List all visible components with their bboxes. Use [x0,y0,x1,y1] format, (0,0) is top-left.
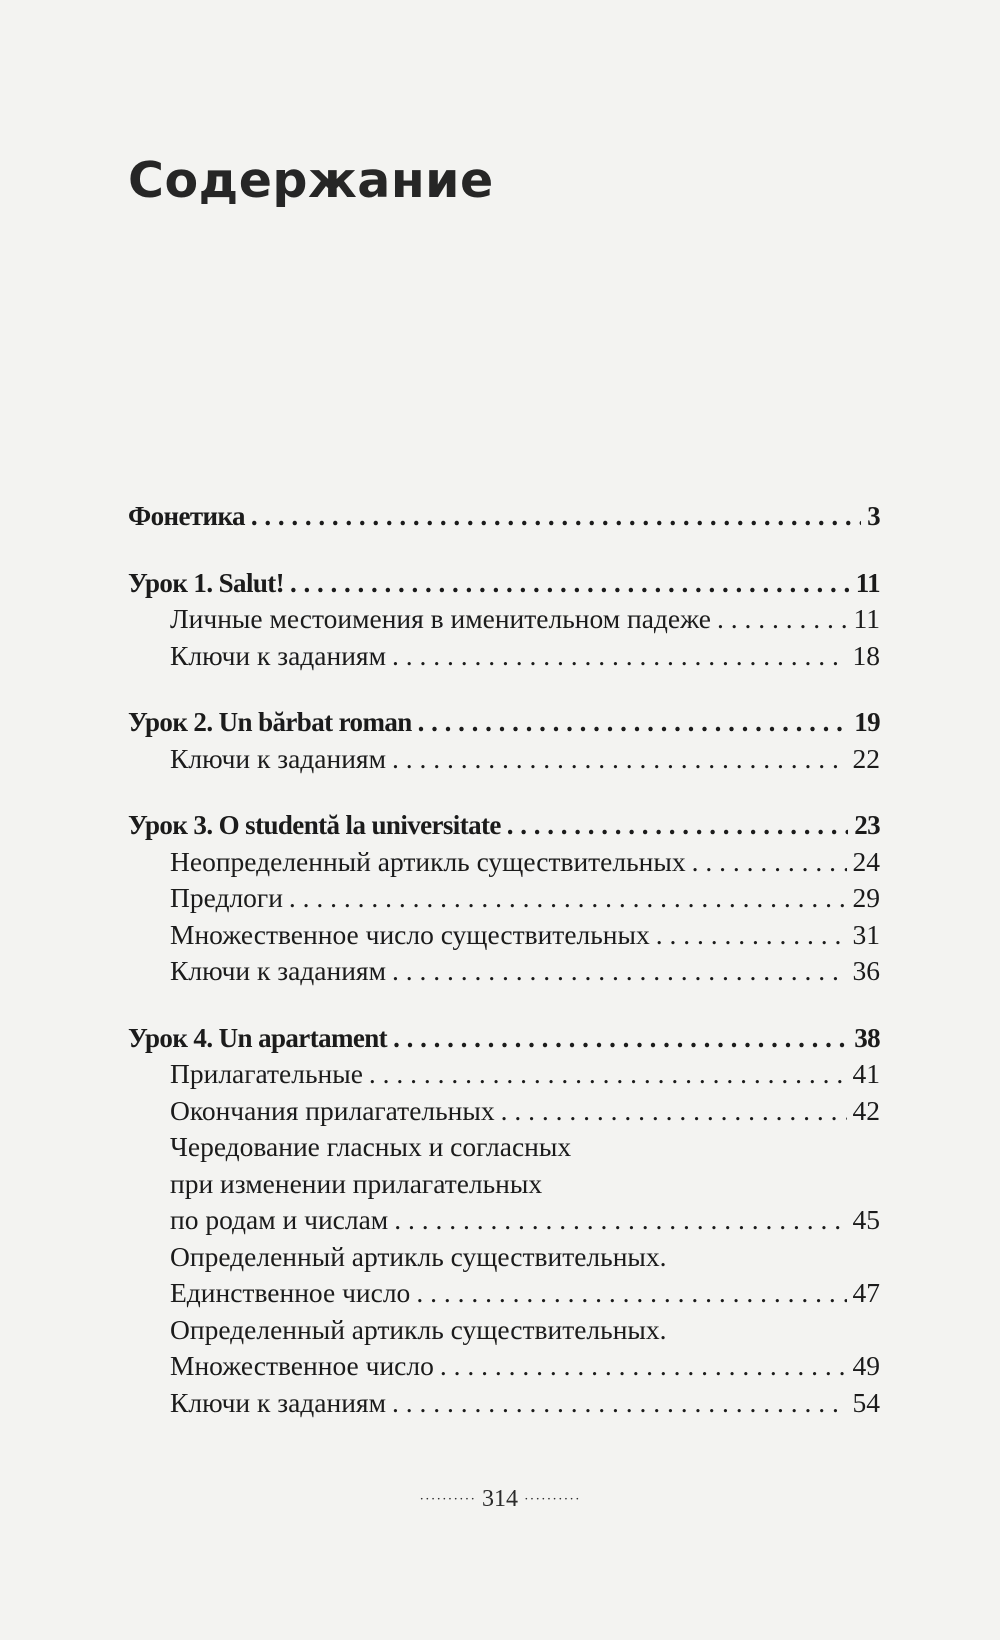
toc-page-number: 3 [867,501,880,531]
toc-item-label: Ключи к заданиям [170,742,386,774]
dot-leader [440,1348,847,1385]
toc-page-number: 45 [852,1204,880,1235]
dot-leader [692,844,847,881]
toc-section-label: Фонетика [128,501,245,531]
toc-page-number: 23 [854,810,880,840]
toc-item-last-line [128,1275,880,1312]
toc-page-number: 42 [852,1094,880,1126]
dot-leader [392,638,847,675]
toc-section-lesson-3[interactable] [128,807,880,844]
toc-item-label: Окончания прилагательных [170,1094,495,1126]
toc-section-phonetics[interactable] [128,498,880,535]
dot-leader [394,1202,846,1239]
page-number: 314 [482,1486,518,1512]
toc-page-number: 31 [852,918,880,950]
dot-leader [392,1385,847,1422]
toc-item[interactable] [128,741,880,778]
dot-leader [418,704,849,741]
toc-item-label: Неопределенный артикль существительных [170,845,686,877]
toc-item-last-line [128,1202,880,1239]
toc-item[interactable] [128,638,880,675]
toc-item-label: Прилагательные [170,1058,363,1089]
dot-leader [717,601,848,638]
page-folio [0,1486,1000,1513]
toc-item-multiline[interactable] [128,1312,880,1385]
toc-item[interactable] [128,917,880,954]
toc-item-label: по родам и числам [170,1204,389,1235]
dot-leader [501,1093,847,1130]
dot-leader [392,741,847,778]
toc-page-number: 19 [854,707,880,737]
dot-leader [289,880,847,917]
dot-leader [416,1275,846,1312]
toc-page-number: 11 [855,567,880,598]
toc-item[interactable] [128,1093,880,1130]
toc-page-number: 49 [852,1350,880,1381]
toc-item-label: Личные местоимения в именительном падеже [170,603,711,634]
toc-page-number: 29 [852,882,880,913]
toc-page-number: 54 [852,1386,880,1418]
toc-page-number: 47 [852,1277,880,1308]
page-title: Содержание [128,152,494,209]
toc-page-number: 36 [852,955,880,986]
toc-item[interactable] [128,880,880,917]
toc-item-label: Множественное число существительных [170,918,650,950]
folio-ornament: ·········· [419,1492,476,1508]
toc-item-line: Определенный артикль существительных. [170,1240,667,1272]
dot-leader [507,807,848,844]
toc-item[interactable] [128,1056,880,1093]
toc-item-label: Предлоги [170,882,283,913]
toc-item[interactable] [128,953,880,990]
toc-item-label: Множественное число [170,1350,434,1381]
toc-page-number: 22 [852,742,880,774]
toc-section-label: Урок 1. Salut! [128,567,285,598]
dot-leader [369,1056,847,1093]
toc-page-number: 18 [852,639,880,671]
dot-leader [251,498,861,535]
toc-section-lesson-1[interactable] [128,565,880,602]
toc-item[interactable] [128,601,880,638]
toc-page-number: 38 [854,1022,880,1053]
toc-item-label: Единственное число [170,1277,411,1308]
folio-ornament: ·········· [524,1492,581,1508]
dot-leader [392,953,847,990]
table-of-contents [128,498,880,1421]
dot-leader [656,917,847,954]
toc-section-label: Урок 4. Un apartament [128,1022,388,1053]
toc-page-number: 41 [852,1058,880,1089]
toc-section-lesson-4[interactable] [128,1020,880,1057]
toc-item-multiline[interactable] [128,1239,880,1312]
toc-page-number: 11 [853,603,880,634]
toc-item-label: Ключи к заданиям [170,639,386,671]
toc-item-last-line [128,1348,880,1385]
toc-item-line: при изменении прилагательных [170,1167,543,1199]
toc-item[interactable] [128,1385,880,1422]
toc-item[interactable] [128,844,880,881]
toc-section-lesson-2[interactable] [128,704,880,741]
toc-item-multiline[interactable] [128,1129,880,1239]
toc-section-label: Урок 2. Un bărbat roman [128,707,412,737]
dot-leader [393,1020,848,1057]
dot-leader [290,565,850,602]
toc-item-line: Чередование гласных и согласных [170,1131,572,1162]
toc-item-line: Определенный артикль существительных. [170,1313,667,1345]
toc-page-number: 24 [852,845,880,877]
toc-item-label: Ключи к заданиям [170,1386,386,1418]
toc-section-label: Урок 3. O studentă la universitate [128,810,501,840]
toc-item-label: Ключи к заданиям [170,955,386,986]
